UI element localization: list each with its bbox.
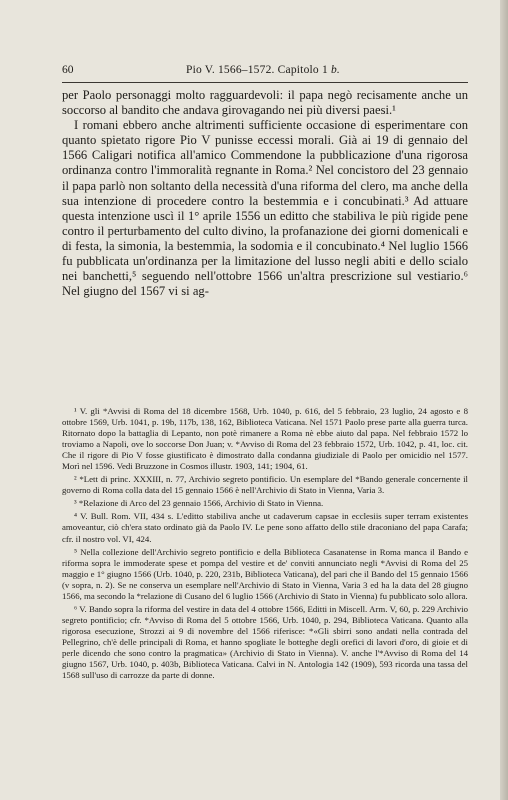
- footnote: ⁵ Nella collezione dell'Archivio segreto pontificio e della Biblioteca Casanatense in Roma manca il Bando e riforma sopra le immoderate spese et pompa del vestire et de' conviti annunciato negli *Avvisi di Roma del 25 maggio e 1° giugno 1566 (Urb. 1040, p. 220, 231b, Biblioteca Vaticana), del pari che il Bando del 15 gennaio 1566 (v sopra, n. 2). Se ne conserva un esemplare nell'Archivio di Stato in Vienna, Varia 3 ed ha la data del 28 giugno 1566, ma secondo la *relazione di Cusano del 6 luglio 1566 (Archivio di Stato in Vienna) fu pubblicato solo allora.: [62, 546, 468, 601]
- body-paragraph: per Paolo personaggi molto ragguardevoli: il papa negò recisamente anche un soccorso al bandito che andava girovagando nei più diversi paesi.¹: [62, 88, 468, 118]
- page-number: 60: [62, 64, 74, 76]
- running-header: [58, 64, 468, 80]
- footnote: ⁴ V. Bull. Rom. VII, 434 s. L'editto stabiliva anche ut cadaverum capsae in ecclesiis super terram existentes amoveantur, ciò ch'era stato ordinato già da Paolo IV. Le pene sono affatto dello stile draconiano del papa Carafa; cfr. il nostro vol. VI, 424.: [62, 511, 468, 544]
- footnotes: [62, 406, 468, 683]
- footnote: ³ *Relazione di Arco del 23 gennaio 1566, Archivio di Stato in Vienna.: [74, 498, 324, 509]
- footnote: ² *Lett di princ. XXXIII, n. 77, Archivio segreto pontificio. Un esemplare del *Bando generale concernente il governo di Roma colla data del 15 gennaio 1566 è nell'Archivio di Stato in Vienna, Varia 3.: [62, 474, 468, 496]
- running-title: Pio V. 1566–1572. Capitolo 1 b.: [185, 64, 341, 76]
- main-text: [62, 88, 468, 299]
- footnote: ¹ V. gli *Avvisi di Roma del 18 dicembre 1568, Urb. 1040, p. 616, del 5 febbraio, 23 luglio, 24 agosto e 8 ottobre 1569, Urb. 1041, p. 19b, 117b, 138, 162, Biblioteca Vaticana. Nel 1571 Paolo prese parte alla guerra turca. Ritornato dopo la battaglia di Lepanto, non potè rimanere a Roma nè ebbe aiuto dal papa. Nel febbraio 1572 lo troviamo a Napoli, ove lo soccorse Don Juan; v. *Avviso di Roma del 23 febbraio 1572, Urb. 1042, p. 41, loc. cit. Che il rigore di Pio V fosse giustificato è dimostrato dalla condanna giudiziale di Paolo per omicidio nel 1577. Morì nel 1596. Vedi Bruzzone in Cosmos illustr. 1903, 141; 1904, 61.: [62, 406, 468, 472]
- header-rule: [62, 82, 468, 83]
- footnote: ⁶ V. Bando sopra la riforma del vestire in data del 4 ottobre 1566, Editti in Miscell. Arm. V, 60, p. 229 Archivio segreto pontificio; cfr. *Avviso di Roma del 5 ottobre 1566, Urb. 1040, p. 294, Biblioteca Vaticana. Quanto alla rigorosa esecuzione, Strozzi ai 9 di novembre del 1566 riferisce: *«Gli sbirri sono andati nella contrada del Pellegrino, ch'è delle principali di Roma, et hanno spogliate le botteghe degli orefici di lavori d'oro, di gioie et di perle dicendo che sono contro la pragmatica» (Archivio di Stato in Vienna). V. anche l'*Avviso di Roma del 14 giugno 1567, Urb. 1040, p. 403b, Biblioteca Vaticana. Calvi in N. Antologia 142 (1909), 593 ricorda una tassa del 1568 sull'uso di carrozze da parte di donne.: [62, 603, 468, 681]
- page-edge: [500, 0, 508, 800]
- body-paragraph: I romani ebbero anche altrimenti sufficiente occasione di esperimentare con quanto spietato rigore Pio V punisse eccessi morali. Già ai 19 di gennaio del 1566 Caligari notifica all'amico Commendone la pubblicazione d'una rigorosa ordinanza contro l'immoralità regnante in Roma.² Nel concistoro del 23 gennaio il papa parlò non soltanto della necessità d'una riforma del clero, ma anche della sua intenzione di procedere contro la bestemmia e i concubinati.³ Ad attuare questa intenzione uscì il 1° aprile 1556 un editto che stabiliva le più rigide pene contro il perturbamento del culto divino, la profanazione dei giorni domenicali e di festa, la simonia, la bestemmia, la sodomia e il concubinato.⁴ Nel luglio 1566 fu pubblicata un'ordinanza per la limitazione del lusso negli abiti e dello scialo nei banchetti,⁵ seguendo nell'ottobre 1566 un'altra prescrizione sul vestiario.⁶ Nel giugno del 1567 vi si ag-: [62, 118, 468, 299]
